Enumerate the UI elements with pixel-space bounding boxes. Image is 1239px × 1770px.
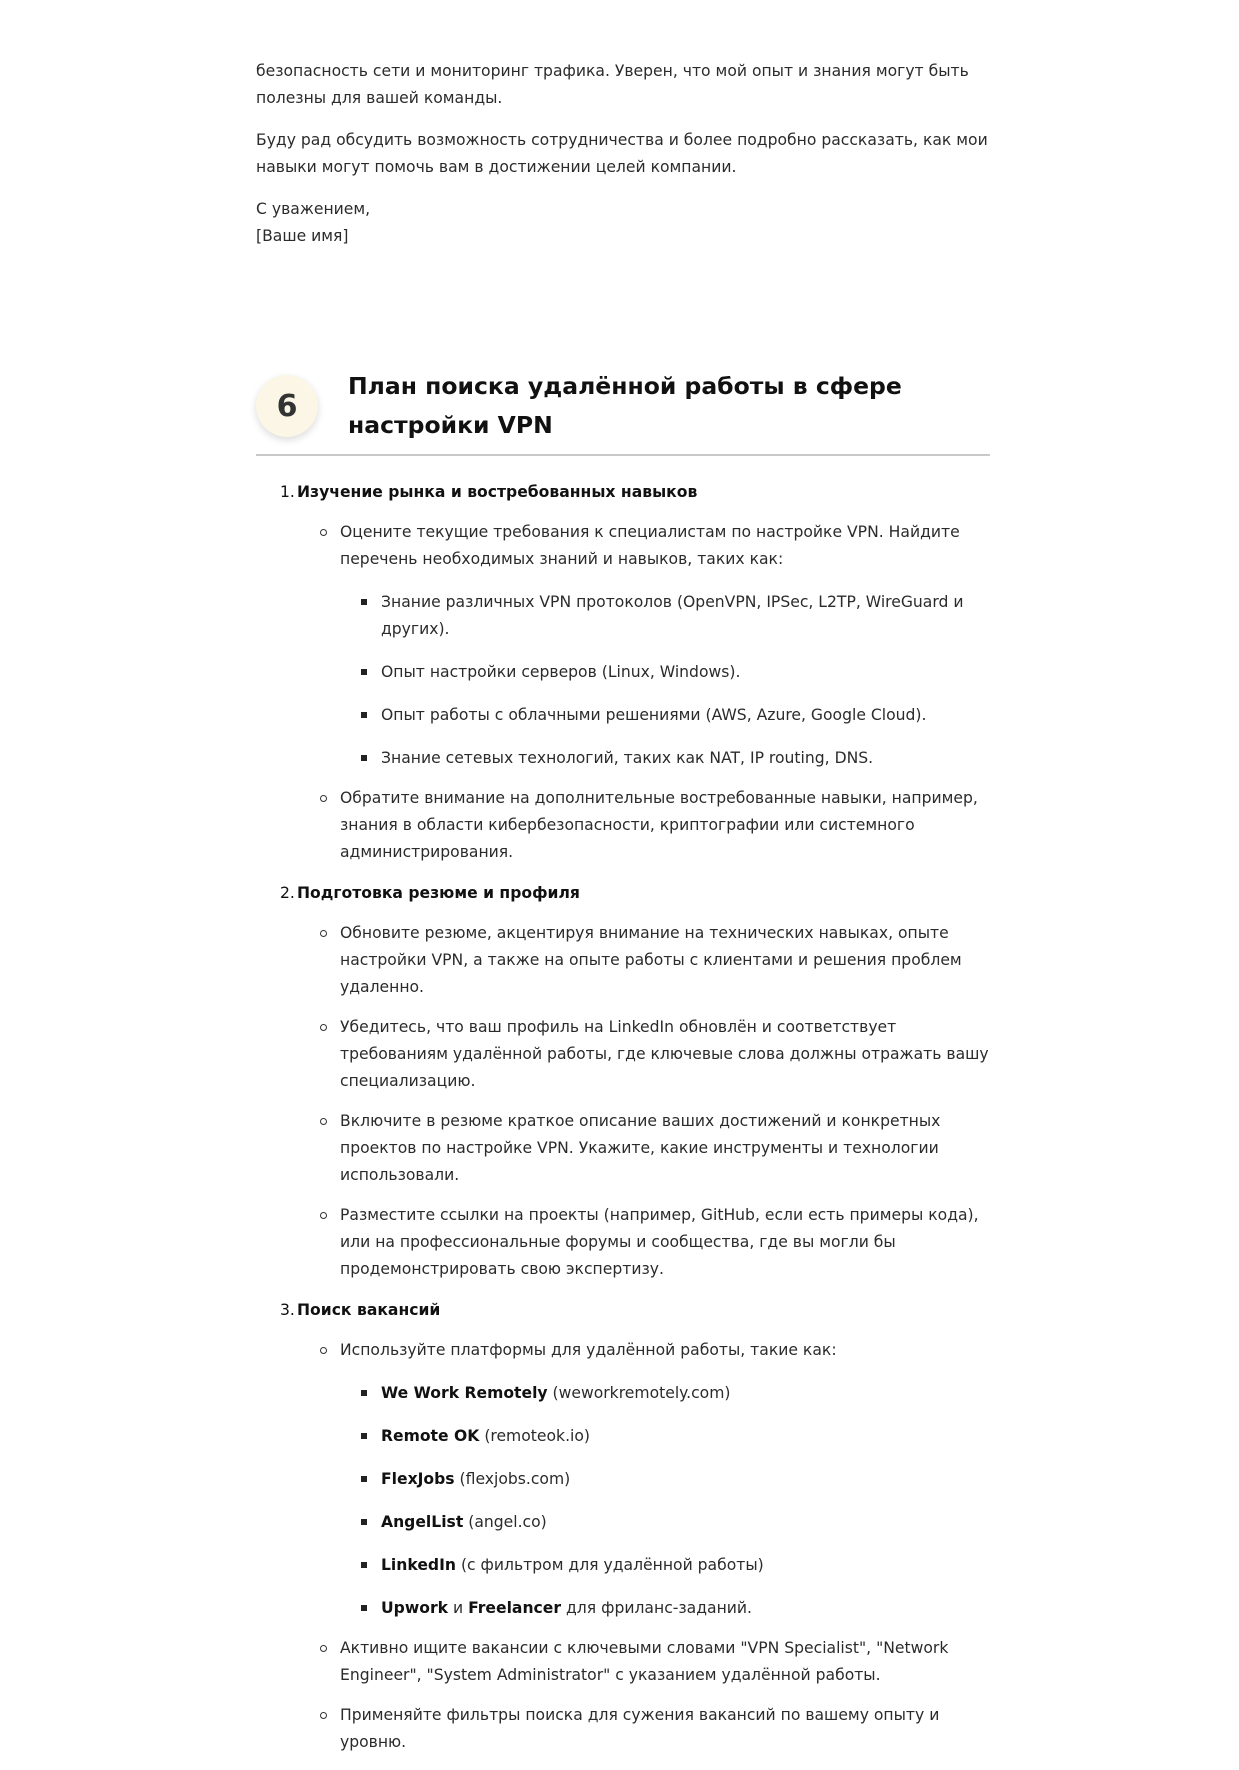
- plan-step: [256, 479, 990, 866]
- section-header: [256, 372, 990, 456]
- platform-item: [256, 1466, 990, 1493]
- letter-paragraph: безопасность сети и мониторинг трафика. Уверен, что мой опыт и знания могут быть полезны для вашей команды.: [256, 62, 969, 107]
- list-item: Оцените текущие требования к специалистам по настройке VPN. Найдите перечень необходимых знаний и навыков, таких как:: [256, 519, 990, 573]
- step-heading: [256, 1297, 990, 1324]
- step-number: 2.: [280, 884, 295, 902]
- list-item: Убедитесь, что ваш профиль на LinkedIn обновлён и соответствует требованиям удалённой работы, где ключевые слова должны отражать вашу специализацию.: [256, 1014, 990, 1095]
- list-item: Разместите ссылки на проекты (например, GitHub, если есть примеры кода), или на профессиональные форумы и сообщества, где вы могли бы продемонстрировать свою экспертизу.: [256, 1202, 990, 1283]
- step-number: 3.: [280, 1301, 295, 1319]
- platform-name: Freelancer: [468, 1599, 562, 1617]
- platform-name: Upwork: [381, 1599, 449, 1617]
- platform-item: [256, 1595, 990, 1622]
- sub-list-item: Знание сетевых технологий, таких как NAT, IP routing, DNS.: [256, 745, 990, 772]
- sub-list: [256, 589, 990, 772]
- list-item: Обновите резюме, акцентируя внимание на технических навыках, опыте настройки VPN, а также на опыте работы с клиентами и решения проблем удаленно.: [256, 920, 990, 1001]
- platform-name: We Work Remotely: [381, 1384, 548, 1402]
- closing-line: С уважением,: [256, 200, 371, 218]
- platform-note: (flexjobs.com): [454, 1470, 571, 1488]
- plan-step: [256, 1297, 990, 1756]
- sub-list-item: Опыт настройки серверов (Linux, Windows).: [256, 659, 990, 686]
- platform-note: для фриланс-заданий.: [561, 1599, 752, 1617]
- list-item: Используйте платформы для удалённой работы, такие как:: [256, 1337, 990, 1364]
- platform-name: LinkedIn: [381, 1556, 456, 1574]
- platform-name: FlexJobs: [381, 1470, 455, 1488]
- platform-list: [256, 1380, 990, 1622]
- platform-name: Remote OK: [381, 1427, 480, 1445]
- step-number: 1.: [280, 483, 295, 501]
- platform-note: (weworkremotely.com): [547, 1384, 731, 1402]
- platform-note: (angel.co): [463, 1513, 547, 1531]
- sub-list-item: Знание различных VPN протоколов (OpenVPN, IPSec, L2TP, WireGuard и других).: [256, 589, 990, 643]
- platform-item: [256, 1423, 990, 1450]
- list-item: Обратите внимание на дополнительные востребованные навыки, например, знания в области кибербезопасности, криптографии или системного администрирования.: [256, 785, 990, 866]
- sub-list-item: Опыт работы с облачными решениями (AWS, Azure, Google Cloud).: [256, 702, 990, 729]
- step-title: Изучение рынка и востребованных навыков: [297, 483, 698, 501]
- platform-note: (с фильтром для удалённой работы): [455, 1556, 764, 1574]
- platform-name: AngelList: [381, 1513, 464, 1531]
- name-placeholder: [Ваше имя]: [256, 227, 349, 245]
- platform-item: [256, 1509, 990, 1536]
- letter-ending: [256, 0, 990, 250]
- step-heading: [256, 479, 990, 506]
- platform-item: [256, 1552, 990, 1579]
- section-title: План поиска удалённой работы в сфере настройки VPN: [348, 372, 902, 439]
- list-item: Активно ищите вакансии с ключевыми словами "VPN Specialist", "Network Engineer", "System Administrator" с указанием удалённой работы.: [256, 1635, 990, 1689]
- platform-connector: и: [448, 1599, 469, 1617]
- step-heading: [256, 880, 990, 907]
- platform-item: [256, 1380, 990, 1407]
- section-number-badge: 6: [256, 375, 318, 437]
- step-title: Поиск вакансий: [297, 1301, 441, 1319]
- plan-step: [256, 880, 990, 1283]
- plan-steps: [256, 479, 990, 1756]
- step-title: Подготовка резюме и профиля: [297, 884, 580, 902]
- list-item: Включите в резюме краткое описание ваших достижений и конкретных проектов по настройке VPN. Укажите, какие инструменты и технологии использовали.: [256, 1108, 990, 1189]
- letter-paragraph: Буду рад обсудить возможность сотрудничества и более подробно рассказать, как мои навыки могут помочь вам в достижении целей компании.: [256, 131, 988, 176]
- list-item: Применяйте фильтры поиска для сужения вакансий по вашему опыту и уровню.: [256, 1702, 990, 1756]
- platform-note: (remoteok.io): [479, 1427, 590, 1445]
- document-page: [256, 0, 990, 1770]
